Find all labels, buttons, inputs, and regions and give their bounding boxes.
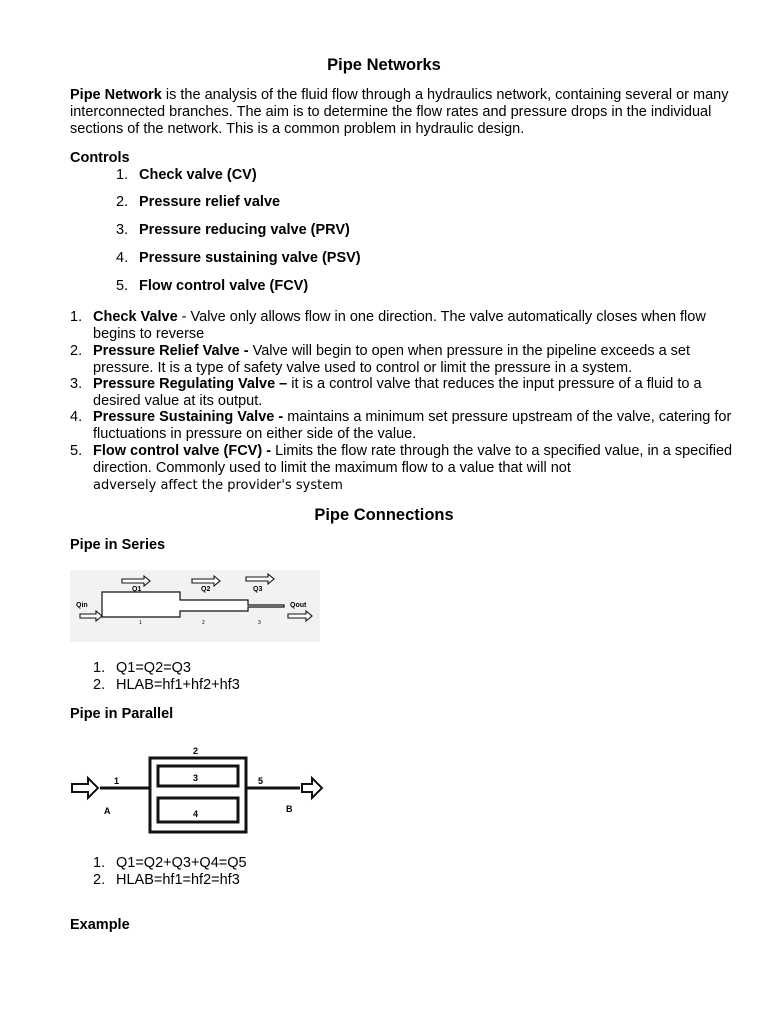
equation-number: 1. — [93, 855, 106, 871]
definition-text: Valve will begin to open when pressure in the pipeline exceeds a set pressure. It is a type of safety valve used to control or limit the pressure in a system. — [93, 343, 691, 376]
control-item-number: 2. — [116, 194, 129, 210]
control-item-number: 1. — [116, 167, 129, 183]
control-item-number: 5. — [116, 278, 129, 294]
series-section-3: 3 — [258, 620, 261, 626]
parallel-label-5: 5 — [258, 776, 264, 786]
intro-paragraph — [70, 87, 730, 138]
control-item-relief-valve: Pressure relief valve — [139, 194, 281, 210]
definition-number: 4. — [70, 409, 83, 425]
series-label-q3: Q3 — [253, 586, 263, 593]
definition-flow-control-valve — [93, 443, 733, 494]
control-item-number: 3. — [116, 222, 129, 238]
parallel-equation-headloss: HLAB=hf1=hf2=hf3 — [116, 872, 240, 888]
definition-regulating-valve — [93, 376, 733, 410]
series-section-1: 1 — [139, 620, 142, 626]
series-equation-headloss: HLAB=hf1+hf2+hf3 — [116, 677, 240, 693]
equation-number: 2. — [93, 872, 106, 888]
equation-number: 2. — [93, 677, 106, 693]
definition-check-valve — [93, 309, 733, 343]
intro-term: Pipe Network — [70, 87, 162, 103]
pipe-series-diagram — [70, 570, 320, 642]
control-item-check-valve: Check valve (CV) — [139, 167, 257, 183]
definition-sustaining-valve — [93, 409, 733, 443]
definition-number: 1. — [70, 309, 83, 325]
series-label-qout: Qout — [290, 602, 307, 609]
outflow-arrow-icon — [302, 778, 322, 798]
parallel-equation-flow: Q1=Q2+Q3+Q4=Q5 — [116, 855, 247, 871]
definition-number: 3. — [70, 376, 83, 392]
series-label-q2: Q2 — [201, 586, 211, 593]
definition-text: - Valve only allows flow in one direction. The valve automatically closes when flow begins to reverse — [93, 309, 706, 342]
series-section-2: 2 — [202, 620, 205, 626]
definition-text: it is a control valve that reduces the input pressure of a fluid to a desired value at its output. — [93, 376, 702, 409]
control-item-number: 4. — [116, 250, 129, 266]
definition-number: 2. — [70, 343, 83, 359]
series-label-q1: Q1 — [132, 586, 142, 593]
parallel-heading: Pipe in Parallel — [70, 706, 174, 722]
series-heading: Pipe in Series — [70, 537, 166, 553]
definition-text: Limits the flow rate through the valve to a specified value, in a specified direction. Commonly used to limit the maximum flow to a value that will not — [93, 443, 733, 476]
parallel-label-2: 2 — [193, 746, 199, 756]
definition-number: 5. — [70, 443, 83, 459]
controls-heading: Controls — [70, 150, 130, 166]
definition-text: maintains a minimum set pressure upstream of the valve, catering for fluctuations in pressure on either side of the value. — [93, 409, 732, 442]
series-equation-flow: Q1=Q2=Q3 — [116, 660, 191, 676]
definition-term: Pressure Relief Valve - — [93, 343, 249, 359]
definition-term: Check Valve — [93, 309, 178, 325]
definition-text-continued: adversely affect the provider's system — [93, 478, 343, 493]
page-title: Pipe Networks — [327, 56, 441, 74]
example-heading: Example — [70, 917, 130, 933]
control-item-reducing-valve: Pressure reducing valve (PRV) — [139, 222, 350, 238]
parallel-label-3: 3 — [193, 773, 199, 783]
parallel-node-b: B — [286, 804, 293, 814]
pipe-parallel-diagram — [70, 742, 326, 836]
control-item-sustaining-valve: Pressure sustaining valve (PSV) — [139, 250, 361, 266]
parallel-label-1: 1 — [114, 776, 120, 786]
intro-text: is the analysis of the fluid flow through a hydraulics network, containing several or many interconnected branches. The aim is to determine the flow rates and pressure drops in the individual sections of the network. This is a common problem in hydraulic design. — [70, 87, 729, 137]
inflow-arrow-icon — [72, 778, 98, 798]
control-item-flow-control-valve: Flow control valve (FCV) — [139, 278, 309, 294]
series-label-qin: Qin — [76, 602, 88, 609]
parallel-node-a: A — [104, 806, 111, 816]
section-title-pipe-connections: Pipe Connections — [314, 506, 454, 524]
parallel-label-4: 4 — [193, 809, 199, 819]
definition-relief-valve — [93, 343, 733, 377]
definition-term: Pressure Sustaining Valve - — [93, 409, 284, 425]
equation-number: 1. — [93, 660, 106, 676]
definition-term: Flow control valve (FCV) - — [93, 443, 272, 459]
definition-term: Pressure Regulating Valve – — [93, 376, 288, 392]
